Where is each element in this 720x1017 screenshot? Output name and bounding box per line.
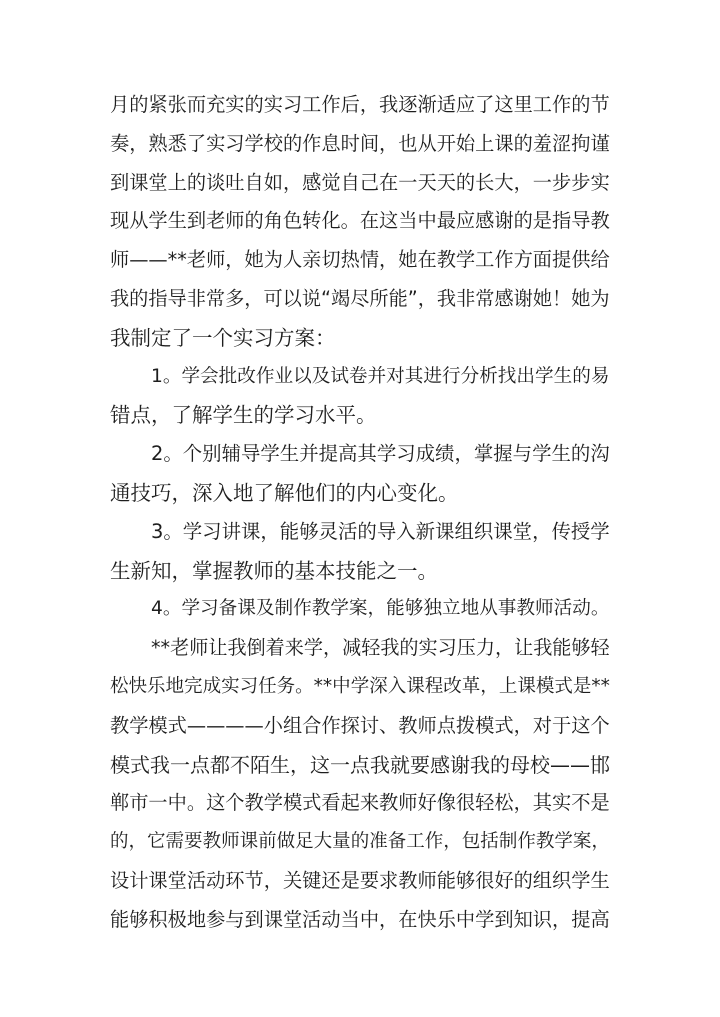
text-line: 到课堂上的谈吐自如，感觉自己在一天天的长大，一步步实	[110, 170, 610, 194]
text-line: 我制定了一个实习方案：	[110, 325, 336, 350]
text-line: 奏，熟悉了实习学校的作息时间，也从开始上课的羞涩拘谨	[110, 131, 610, 155]
document-page	[110, 86, 610, 940]
paragraph-intro	[110, 86, 610, 358]
list-item-4	[110, 590, 610, 629]
text-line: 月的紧张而充实的实习工作后，我逐渐适应了这里工作的节	[110, 93, 610, 116]
text-line: **老师让我倒着来学，减轻我的实习压力，让我能够轻	[151, 636, 610, 660]
text-line: 的，它需要教师课前做足大量的准备工作，包括制作教学案，	[110, 831, 610, 853]
text-line: 郸市一中。这个教学模式看起来教师好像很轻松，其实不是	[110, 791, 610, 815]
text-line: 生新知，掌握教师的基本技能之一。	[110, 558, 438, 583]
text-line: 松快乐地完成实习任务。**中学深入课程改革，上课模式是**	[110, 675, 610, 697]
text-line: 现从学生到老师的角色转化。在这当中最应感谢的是指导教	[110, 209, 610, 233]
text-line: 教学模式————小组合作探讨、教师点拨模式，对于这个	[110, 713, 610, 737]
text-line: 师——**老师，她为人亲切热情，她在教学工作方面提供给	[110, 248, 610, 272]
text-line: 我的指导非常多，可以说“竭尽所能”，我非常感谢她！她为	[110, 286, 610, 310]
text-line: 3。学习讲课，能够灵活的导入新课组织课堂，传授学	[151, 519, 610, 543]
paragraph-body	[110, 629, 610, 939]
text-line: 设计课堂活动环节，关键还是要求教师能够很好的组织学生	[110, 868, 610, 892]
list-item-3	[110, 513, 610, 591]
list-item-1	[110, 358, 610, 436]
text-line: 能够积极地参与到课堂活动当中，在快乐中学到知识，提高	[110, 907, 610, 931]
text-line: 2。个别辅导学生并提高其学习成绩，掌握与学生的沟	[151, 442, 610, 466]
text-line: 通技巧，深入地了解他们的内心变化。	[110, 480, 459, 505]
list-item-2	[110, 435, 610, 513]
text-line: 1。学会批改作业以及试卷并对其进行分析找出学生的易	[151, 365, 610, 387]
text-line: 错点，了解学生的学习水平。	[110, 403, 377, 428]
text-line: 4。学习备课及制作教学案，能够独立地从事教师活动。	[151, 598, 610, 620]
text-line: 模式我一点都不陌生，这一点我就要感谢我的母校——邯	[110, 752, 610, 777]
